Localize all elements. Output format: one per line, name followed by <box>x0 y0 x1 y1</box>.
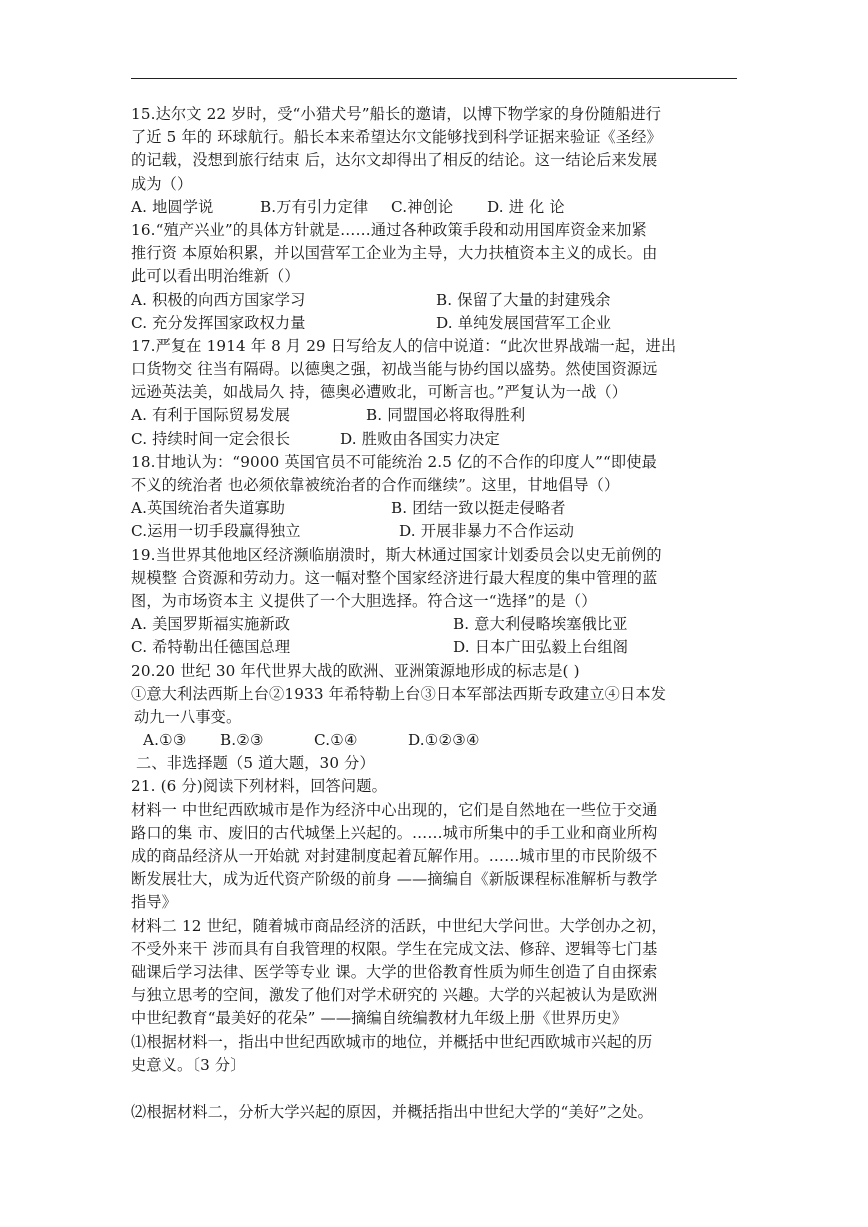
option-b: B.②③ <box>220 731 264 750</box>
answer-options-row <box>131 520 741 543</box>
option-b: B. 团结一致以挺走侵略者 <box>391 499 566 518</box>
option-a: A. 有利于国际贸易发展 <box>131 406 291 425</box>
question-text-line: 了近 5 年的 环球航行。船长本来希望达尔文能够找到科学证据来验证《圣经》 <box>131 128 662 147</box>
answer-options-row <box>131 289 741 312</box>
question-text-line: 不义的统治者 也必须依靠被统治者的合作而继续”。这里，甘地倡导（） <box>131 476 620 494</box>
option-d: D. 日本广田弘毅上台组阁 <box>453 638 629 657</box>
option-b: B. 保留了大量的封建残余 <box>436 290 611 309</box>
option-c: C. 持续时间一定会很长 <box>131 429 291 448</box>
question-15 <box>131 103 741 219</box>
material-text-line: 指导》 <box>131 893 178 912</box>
question-text-line: 推行资 本原始积累，并以国营军工企业为主导，大力扶植资本主义的成长。由 <box>131 244 658 263</box>
material-1 <box>131 799 741 915</box>
option-a: A. 地圆学说 <box>131 197 214 216</box>
sub-question-1 <box>131 1031 741 1077</box>
option-c: C.①④ <box>314 731 358 750</box>
material-text-line: 断发展壮大，成为近代资产阶级的前身 ——摘编自《新版课程标准解析与教学 <box>131 870 658 889</box>
answer-space <box>131 1077 741 1101</box>
material-text-line: 材料二 12 世纪，随着城市商品经济的活跃，中世纪大学问世。大学创办之初， <box>131 916 667 935</box>
question-text-line: ①意大利法西斯上台②1933 年希特勒上台③日本军部法西斯专政建立④日本发 <box>131 684 667 703</box>
question-text-line: 动九一八事变。 <box>134 707 242 726</box>
exam-page-content <box>131 103 741 1124</box>
question-text-line: 此可以看出明治维新（） <box>131 267 300 286</box>
material-text-line: 础课后学习法律、医学等专业 课。大学的世俗教育性质为师生创造了自由探索 <box>131 962 658 981</box>
answer-options-row <box>131 636 741 659</box>
option-a: A.①③ <box>143 731 187 750</box>
option-d: D. 进 化 论 <box>487 197 565 216</box>
material-text-line: 不受外来干 涉而具有自我管理的权限。学生在完成文法、修辞、逻辑等七门基 <box>131 939 658 958</box>
option-a: A.英国统治者失道寡助 <box>131 499 286 518</box>
material-text-line: 中世纪教育“最美好的花朵” ——摘编自统编教材九年级上册《世界历史》 <box>131 1009 628 1028</box>
option-c: C. 希特勒出任德国总理 <box>131 638 291 657</box>
question-text-line: 远逊英法美，如战局久 持，德奥必遭败北，可断言也。”严复认为一战（） <box>131 383 628 402</box>
option-b: B.万有引力定律 <box>260 197 369 216</box>
question-19 <box>131 544 741 660</box>
sub-question-line: 史意义。〔3 分〕 <box>131 1055 246 1074</box>
material-text-line: 与独立思考的空间，激发了他们对学术研究的 兴趣。大学的兴起被认为是欧洲 <box>131 986 658 1005</box>
answer-options-row <box>131 497 741 520</box>
material-2 <box>131 915 741 1031</box>
option-c: C. 充分发挥国家政权力量 <box>131 313 306 332</box>
question-text-line: 17.严复在 1914 年 8 月 29 日写给友人的信中说道：“此次世界战端一起，进出 <box>131 336 677 355</box>
question-17 <box>131 335 741 451</box>
option-d: D. 开展非暴力不合作运动 <box>399 522 575 541</box>
option-c: C.神创论 <box>391 197 454 216</box>
answer-options-row <box>131 428 741 451</box>
question-text-line: 图，为市场资本主 义提供了一个大胆选择。符合这一“选择”的是（） <box>131 591 597 610</box>
sub-question-line: ⑵根据材料二，分析大学兴起的原因，并概括指出中世纪大学的“美好”之处。 <box>131 1102 653 1121</box>
question-text-line: 口货物交 往当有隔碍。以德奥之强，初战当能与协约国以盛势。然使国资源远 <box>131 360 658 379</box>
sub-question-line: ⑴根据材料一，指出中世纪西欧城市的地位，并概括中世纪西欧城市兴起的历 <box>131 1032 653 1051</box>
header-rule <box>131 78 737 79</box>
question-text-line: 的记载，没想到旅行结束 后，达尔文却得出了相反的结论。这一结论后来发展 <box>131 151 658 170</box>
question-intro: 21. (6 分)阅读下列材料，回答问题。 <box>131 777 387 796</box>
option-a: A. 美国罗斯福实施新政 <box>131 615 291 634</box>
section-heading: 二、非选择题（5 道大题，30 分） <box>136 754 375 773</box>
option-d: D.①②③④ <box>408 731 480 750</box>
question-21 <box>131 775 741 1124</box>
sub-question-2 <box>131 1101 741 1124</box>
answer-options-row <box>131 196 741 219</box>
question-text-line: 18.甘地认为：“9000 英国官员不可能统治 2.5 亿的不合作的印度人”“即使最 <box>131 452 657 471</box>
option-a: A. 积极的向西方国家学习 <box>131 290 306 309</box>
question-text-line: 16.“殖产兴业”的具体方针就是……通过各种政策手段和动用国库资金来加紧 <box>131 220 647 239</box>
answer-options-row <box>131 404 741 427</box>
option-c: C.运用一切手段赢得独立 <box>131 522 301 541</box>
question-20 <box>131 660 741 753</box>
question-text-line: 15.达尔文 22 岁时，受“小猎犬号”船长的邀请，以博下物学家的身份随船进行 <box>131 105 662 123</box>
material-text-line: 材料一 中世纪西欧城市是作为经济中心出现的，它们是自然地在一些位于交通 <box>131 800 658 819</box>
option-d: D. 单纯发展国营军工企业 <box>436 313 612 332</box>
material-text-line: 路口的集 市、废旧的古代城堡上兴起的。……城市所集中的手工业和商业所构 <box>131 823 658 842</box>
question-text-line: 19.当世界其他地区经济濒临崩溃时，斯大林通过国家计划委员会以史无前例的 <box>131 545 662 564</box>
answer-options-row <box>131 613 741 636</box>
question-text-line: 成为（） <box>131 174 193 193</box>
question-text-line: 规模整 合资源和劳动力。这一幅对整个国家经济进行最大程度的集中管理的蓝 <box>131 568 658 587</box>
option-b: B. 意大利侵略埃塞俄比亚 <box>453 615 628 634</box>
answer-options-row <box>131 729 741 752</box>
answer-options-row <box>131 312 741 335</box>
option-b: B. 同盟国必将取得胜利 <box>366 406 526 425</box>
question-18 <box>131 451 741 544</box>
question-16 <box>131 219 741 335</box>
material-text-line: 成的商品经济从一开始就 对封建制度起着瓦解作用。……城市里的市民阶级不 <box>131 847 658 865</box>
option-d: D. 胜败由各国实力决定 <box>340 429 500 448</box>
question-text-line: 20.20 世纪 30 年代世界大战的欧洲、亚洲策源地形成的标志是( ) <box>131 661 580 680</box>
